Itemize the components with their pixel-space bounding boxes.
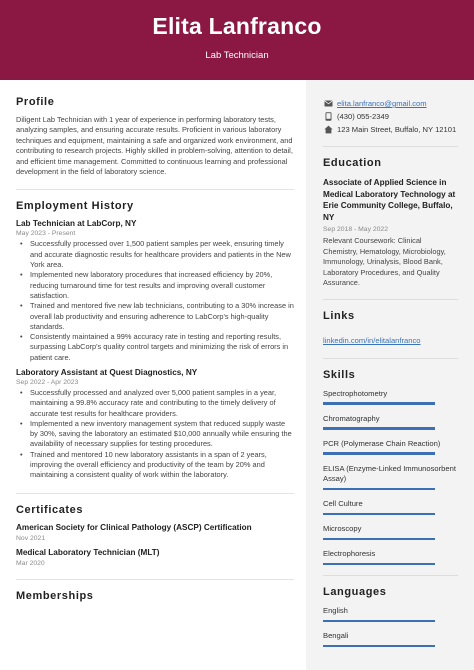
memberships-heading: Memberships — [16, 589, 94, 602]
skill-level-bar — [323, 452, 435, 455]
skill-level-bar — [323, 538, 435, 541]
sidebar — [306, 80, 474, 670]
memberships-section — [16, 590, 294, 602]
language-level-bar — [323, 645, 435, 648]
education-heading: Education — [323, 157, 382, 169]
skill-level-bar — [323, 563, 435, 566]
profile-heading: Profile — [16, 96, 55, 108]
job-bullets — [16, 388, 294, 481]
skill-item — [323, 389, 458, 405]
candidate-name: Elita Lanfranco — [152, 13, 322, 39]
certificate-date: Mar 2020 — [16, 559, 45, 567]
skill-item — [323, 439, 458, 455]
education-section — [323, 157, 458, 289]
linkedin-link[interactable]: linkedin.com/in/elitalanfranco — [323, 335, 421, 345]
job-bullets — [16, 239, 294, 363]
skill-level-bar — [323, 488, 435, 491]
education-coursework: Relevant Coursework: Clinical Chemistry, Hematology, Microbiology, Immunology, Urinalysis, Blood Bank, Laboratory Procedures, and Quality Assurance. — [323, 236, 446, 288]
divider — [16, 493, 294, 494]
certificates-heading: Certificates — [16, 503, 84, 516]
job-entry — [16, 368, 294, 481]
contact-email-row — [323, 97, 458, 110]
mail-icon — [323, 100, 333, 107]
employment-section — [16, 200, 294, 480]
contact-address-row — [323, 123, 458, 136]
job-entry-dates: May 2023 - Present — [16, 230, 76, 238]
job-entry-title: Lab Technician at LabCorp, NY — [16, 219, 137, 229]
skill-label: Spectrophotometry — [323, 388, 388, 398]
job-bullet: • Consistently maintained a 99% accuracy rate in testing and reporting results, surpassing LabCorp's quality control targets and minimizing the risk of errors in patient care. — [16, 332, 294, 363]
divider — [16, 189, 294, 190]
divider — [323, 358, 458, 359]
skill-label: ELISA (Enzyme-Linked Immunosorbent Assay) — [323, 463, 456, 484]
address: 123 Main Street, Buffalo, NY 12101 — [337, 125, 457, 134]
language-item — [323, 606, 458, 622]
links-section — [323, 310, 458, 348]
phone-icon — [323, 112, 333, 121]
skills-heading: Skills — [323, 368, 356, 381]
employment-heading: Employment History — [16, 200, 134, 213]
divider — [323, 299, 458, 300]
job-bullet: • Successfully processed over 1,500 patient samples per week, ensuring timely and accurate diagnostic results for healthcare providers and patients in the New York area. — [16, 239, 294, 270]
certificate-entry — [16, 523, 294, 542]
job-title: Lab Technician — [205, 50, 269, 61]
language-level-bar — [323, 620, 435, 623]
phone-number: (430) 055-2349 — [337, 112, 389, 121]
skill-level-bar — [323, 513, 435, 516]
education-dates: Sep 2018 - May 2022 — [323, 226, 388, 233]
skill-label: Cell Culture — [323, 499, 363, 509]
job-bullet: • Trained and mentored five new lab technicians, contributing to a 30% increase in overall lab productivity and ensuring adherence to LabCorp's high-quality standards. — [16, 301, 294, 332]
contact-phone-row — [323, 110, 458, 123]
skill-level-bar — [323, 427, 435, 430]
job-entry — [16, 219, 294, 363]
certificate-entry — [16, 548, 294, 567]
skill-label: PCR (Polymerase Chain Reaction) — [323, 438, 441, 448]
language-label: Bengali — [323, 631, 349, 641]
divider — [16, 579, 294, 580]
certificates-section — [16, 504, 294, 567]
skill-label: Microscopy — [323, 524, 362, 534]
profile-text: Diligent Lab Technician with 1 year of experience in performing laboratory tests, analyzing samples, and ensuring accurate results. Proficient in various laboratory techniques and equipment, maintaining a safe and organized work environment, and contributing to research projects. Highly skilled in problem-solving, attention to detail, and efficient time management. Committed to continuous learning and professional development in the field of laboratory science. — [16, 115, 293, 177]
skill-item — [323, 464, 458, 491]
certificate-title: American Society for Clinical Pathology (ASCP) Certification — [16, 522, 252, 532]
skill-label: Electrophoresis — [323, 549, 376, 559]
home-icon — [323, 125, 333, 134]
languages-heading: Languages — [323, 586, 387, 599]
skills-section — [323, 369, 458, 566]
certificate-title: Medical Laboratory Technician (MLT) — [16, 547, 160, 557]
resume-header — [0, 0, 474, 80]
skill-item — [323, 524, 458, 540]
job-bullet: • Implemented a new inventory management system that reduced supply waste by 30%, saving the laboratory an estimated $10,000 annually while ensuring the availability of necessary supplies for testing procedures. — [16, 419, 294, 450]
certificate-date: Nov 2021 — [16, 534, 46, 542]
main-column — [16, 96, 294, 609]
job-bullet: • Successfully processed and analyzed over 5,000 patient samples in a year, maintaining a 99.8% accuracy rate and contributing to the timely delivery of accurate test results for healthcare providers. — [16, 388, 294, 419]
skill-item — [323, 414, 458, 430]
links-heading: Links — [323, 309, 355, 322]
skill-item — [323, 549, 458, 565]
divider — [323, 575, 458, 576]
job-bullet: • Implemented new laboratory procedures that increased efficiency by 20%, reducing turnaround time for test results and improving overall customer satisfaction. — [16, 270, 294, 301]
skill-level-bar — [323, 402, 435, 405]
contact-block — [323, 97, 458, 136]
profile-section — [16, 96, 294, 177]
language-item — [323, 631, 458, 647]
language-label: English — [323, 606, 348, 616]
skill-item — [323, 499, 458, 515]
languages-section — [323, 586, 458, 647]
skill-label: Chromatography — [323, 413, 380, 423]
job-entry-title: Laboratory Assistant at Quest Diagnostics, NY — [16, 368, 198, 377]
education-degree: Associate of Applied Science in Medical Laboratory Technology at Erie Community College, Buffalo, NY — [323, 178, 456, 222]
job-bullet: • Trained and mentored 10 new laboratory assistants in a span of 2 years, improving the overall efficiency and productivity of the team by 20% and maintaining a consistent quality of work within the laboratory. — [16, 450, 294, 481]
divider — [323, 146, 458, 147]
job-entry-dates: Sep 2022 - Apr 2023 — [16, 379, 79, 386]
email-link[interactable]: elita.lanfranco@gmail.com — [337, 99, 427, 108]
